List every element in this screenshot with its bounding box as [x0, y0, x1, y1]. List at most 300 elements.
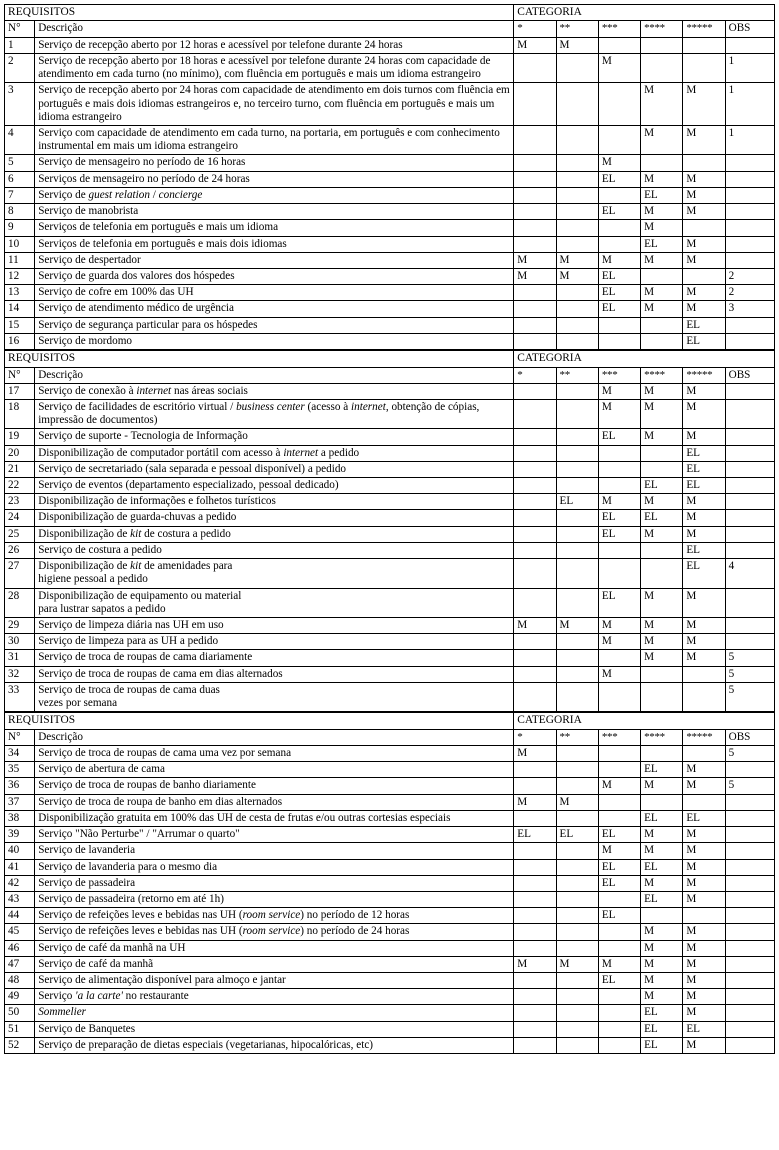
- row-obs: [725, 827, 774, 843]
- row-category-5-mark: EL: [683, 542, 725, 558]
- row-number: 4: [5, 125, 35, 154]
- row-description: Serviço 'a la carte' no restaurante: [35, 989, 514, 1005]
- row-number: 31: [5, 650, 35, 666]
- row-category-1-mark: [514, 445, 556, 461]
- row-category-3-mark: [598, 762, 640, 778]
- row-description: Serviço de suporte - Tecnologia de Informação: [35, 429, 514, 445]
- row-category-1-mark: [514, 155, 556, 171]
- row-obs: 2: [725, 268, 774, 284]
- row-number: 43: [5, 891, 35, 907]
- row-obs: 5: [725, 666, 774, 682]
- header-requisitos: REQUISITOS: [5, 351, 514, 367]
- row-category-5-mark: [683, 268, 725, 284]
- row-category-2-mark: [556, 155, 598, 171]
- row-description: Disponibilização gratuita em 100% das UH de cesta de frutas e/ou outras cortesias especiais: [35, 810, 514, 826]
- row-description: Serviço de limpeza diária nas UH em uso: [35, 618, 514, 634]
- header-categoria: CATEGORIA: [514, 351, 775, 367]
- row-category-5-mark: M: [683, 956, 725, 972]
- row-category-4-mark: M: [641, 924, 683, 940]
- row-category-1-mark: [514, 478, 556, 494]
- row-description: Serviço de refeições leves e bebidas nas UH (room service) no período de 12 horas: [35, 908, 514, 924]
- row-category-2-mark: [556, 650, 598, 666]
- row-description: Serviço de secretariado (sala separada e pessoal disponível) a pedido: [35, 461, 514, 477]
- row-obs: [725, 908, 774, 924]
- row-obs: 1: [725, 53, 774, 82]
- table-row: [5, 333, 775, 349]
- row-category-2-mark: [556, 859, 598, 875]
- row-category-2-mark: [556, 973, 598, 989]
- row-description: Serviço de atendimento médico de urgência: [35, 301, 514, 317]
- table-row: [5, 268, 775, 284]
- row-category-5-mark: M: [683, 171, 725, 187]
- row-obs: [725, 220, 774, 236]
- row-category-2-mark: M: [556, 37, 598, 53]
- row-number: 6: [5, 171, 35, 187]
- row-category-5-mark: EL: [683, 461, 725, 477]
- row-number: 17: [5, 383, 35, 399]
- row-category-1-mark: [514, 859, 556, 875]
- row-category-5-mark: EL: [683, 317, 725, 333]
- row-category-2-mark: M: [556, 794, 598, 810]
- table-row: [5, 155, 775, 171]
- row-category-5-mark: M: [683, 1005, 725, 1021]
- row-obs: [725, 510, 774, 526]
- row-category-2-mark: [556, 526, 598, 542]
- header-category-stars-4: ****: [641, 21, 683, 37]
- row-category-4-mark: M: [641, 778, 683, 794]
- row-obs: [725, 333, 774, 349]
- row-category-1-mark: M: [514, 268, 556, 284]
- row-obs: [725, 187, 774, 203]
- row-number: 23: [5, 494, 35, 510]
- row-description: Sommelier: [35, 1005, 514, 1021]
- row-category-5-mark: EL: [683, 1021, 725, 1037]
- row-description: Serviço de segurança particular para os hóspedes: [35, 317, 514, 333]
- table-row: [5, 236, 775, 252]
- row-category-5-mark: [683, 155, 725, 171]
- row-category-4-mark: EL: [641, 478, 683, 494]
- row-category-4-mark: [641, 53, 683, 82]
- row-category-1-mark: M: [514, 37, 556, 53]
- row-category-1-mark: [514, 83, 556, 126]
- row-category-2-mark: [556, 461, 598, 477]
- row-category-5-mark: EL: [683, 478, 725, 494]
- row-category-2-mark: [556, 1037, 598, 1053]
- row-category-5-mark: M: [683, 989, 725, 1005]
- row-category-4-mark: [641, 333, 683, 349]
- table-row: [5, 666, 775, 682]
- header-category-stars-5: *****: [683, 729, 725, 745]
- row-number: 32: [5, 666, 35, 682]
- header-numero: N°: [5, 729, 35, 745]
- row-category-1-mark: [514, 383, 556, 399]
- table-row: [5, 317, 775, 333]
- table-row: [5, 445, 775, 461]
- row-category-1-mark: [514, 1021, 556, 1037]
- row-category-5-mark: M: [683, 1037, 725, 1053]
- row-category-4-mark: EL: [641, 891, 683, 907]
- row-description: Serviço de troca de roupa de banho em dias alternados: [35, 794, 514, 810]
- row-category-2-mark: [556, 53, 598, 82]
- table-row: [5, 682, 775, 711]
- row-number: 51: [5, 1021, 35, 1037]
- row-category-4-mark: M: [641, 399, 683, 428]
- row-obs: [725, 383, 774, 399]
- row-obs: [725, 461, 774, 477]
- row-number: 2: [5, 53, 35, 82]
- table-row: [5, 843, 775, 859]
- table-row: [5, 588, 775, 617]
- row-description: Serviço de recepção aberto por 18 horas e acessível por telefone durante 24 horas com capacidade de atendimento em cada turno (no mínimo), com fluência em português e mais um idioma estrangeiro: [35, 53, 514, 82]
- row-category-4-mark: M: [641, 843, 683, 859]
- row-category-1-mark: [514, 762, 556, 778]
- row-category-3-mark: M: [598, 383, 640, 399]
- header-category-stars-1: *: [514, 729, 556, 745]
- row-category-2-mark: [556, 171, 598, 187]
- header-category-stars-3: ***: [598, 367, 640, 383]
- row-category-2-mark: [556, 778, 598, 794]
- row-category-1-mark: [514, 908, 556, 924]
- row-category-4-mark: M: [641, 285, 683, 301]
- row-obs: [725, 634, 774, 650]
- row-description: Serviço de troca de roupas de cama uma vez por semana: [35, 745, 514, 761]
- row-category-4-mark: M: [641, 494, 683, 510]
- row-category-2-mark: [556, 478, 598, 494]
- row-category-4-mark: M: [641, 940, 683, 956]
- row-category-2-mark: [556, 634, 598, 650]
- row-category-5-mark: M: [683, 125, 725, 154]
- row-category-5-mark: [683, 682, 725, 711]
- table-row: [5, 171, 775, 187]
- row-category-1-mark: [514, 891, 556, 907]
- row-category-1-mark: [514, 843, 556, 859]
- row-category-2-mark: [556, 810, 598, 826]
- row-obs: [725, 762, 774, 778]
- row-category-1-mark: [514, 510, 556, 526]
- row-category-5-mark: M: [683, 252, 725, 268]
- row-number: 12: [5, 268, 35, 284]
- row-category-3-mark: M: [598, 252, 640, 268]
- row-category-3-mark: [598, 220, 640, 236]
- header-requisitos: REQUISITOS: [5, 5, 514, 21]
- row-category-2-mark: [556, 843, 598, 859]
- row-category-1-mark: M: [514, 745, 556, 761]
- row-category-3-mark: EL: [598, 429, 640, 445]
- row-obs: [725, 171, 774, 187]
- row-category-5-mark: [683, 220, 725, 236]
- row-category-3-mark: [598, 1037, 640, 1053]
- row-category-1-mark: [514, 1005, 556, 1021]
- row-obs: [725, 810, 774, 826]
- row-description: Serviços de telefonia em português e mais dois idiomas: [35, 236, 514, 252]
- row-category-2-mark: EL: [556, 827, 598, 843]
- row-category-1-mark: [514, 125, 556, 154]
- row-category-4-mark: [641, 461, 683, 477]
- row-number: 46: [5, 940, 35, 956]
- row-category-1-mark: M: [514, 956, 556, 972]
- table-row: [5, 794, 775, 810]
- row-description: Serviço de limpeza para as UH a pedido: [35, 634, 514, 650]
- row-obs: [725, 989, 774, 1005]
- row-category-5-mark: M: [683, 924, 725, 940]
- row-category-2-mark: [556, 989, 598, 1005]
- row-number: 44: [5, 908, 35, 924]
- row-category-3-mark: EL: [598, 875, 640, 891]
- row-number: 1: [5, 37, 35, 53]
- row-obs: [725, 542, 774, 558]
- row-category-4-mark: M: [641, 989, 683, 1005]
- row-description: Serviço de troca de roupas de banho diariamente: [35, 778, 514, 794]
- row-category-1-mark: [514, 429, 556, 445]
- row-category-1-mark: [514, 559, 556, 588]
- row-category-3-mark: M: [598, 634, 640, 650]
- row-category-5-mark: M: [683, 827, 725, 843]
- table-row: [5, 399, 775, 428]
- row-category-3-mark: EL: [598, 859, 640, 875]
- row-number: 35: [5, 762, 35, 778]
- row-category-4-mark: [641, 745, 683, 761]
- header-category-stars-1: *: [514, 367, 556, 383]
- table-row: [5, 494, 775, 510]
- row-description: Serviço de alimentação disponível para almoço e jantar: [35, 973, 514, 989]
- row-category-5-mark: M: [683, 83, 725, 126]
- row-category-4-mark: M: [641, 301, 683, 317]
- row-category-3-mark: [598, 83, 640, 126]
- row-category-1-mark: [514, 1037, 556, 1053]
- row-category-5-mark: [683, 745, 725, 761]
- table-row: [5, 810, 775, 826]
- row-obs: [725, 445, 774, 461]
- header-numero: N°: [5, 21, 35, 37]
- row-category-5-mark: M: [683, 891, 725, 907]
- row-category-1-mark: [514, 778, 556, 794]
- row-category-1-mark: [514, 461, 556, 477]
- row-category-4-mark: M: [641, 618, 683, 634]
- row-category-4-mark: EL: [641, 1021, 683, 1037]
- row-category-3-mark: [598, 682, 640, 711]
- row-number: 26: [5, 542, 35, 558]
- row-number: 29: [5, 618, 35, 634]
- row-category-4-mark: M: [641, 204, 683, 220]
- row-category-2-mark: [556, 908, 598, 924]
- table-row: [5, 220, 775, 236]
- row-obs: [725, 973, 774, 989]
- row-category-5-mark: EL: [683, 333, 725, 349]
- row-category-2-mark: [556, 83, 598, 126]
- row-description: Serviço de guest relation / concierge: [35, 187, 514, 203]
- table-header-row: [5, 21, 775, 37]
- row-category-2-mark: [556, 745, 598, 761]
- table-row: [5, 875, 775, 891]
- row-obs: [725, 794, 774, 810]
- row-number: 10: [5, 236, 35, 252]
- table-header-group-row: [5, 351, 775, 367]
- row-category-1-mark: [514, 171, 556, 187]
- row-category-1-mark: [514, 494, 556, 510]
- row-description: Serviço de recepção aberto por 24 horas com capacidade de atendimento em dois turnos com fluência em português e mais dois idiomas estrangeiros e, no terceiro turno, com fluência em português e mais um idioma estrangeiro: [35, 83, 514, 126]
- row-category-1-mark: [514, 940, 556, 956]
- row-category-3-mark: [598, 559, 640, 588]
- row-description: Disponibilização de guarda-chuvas a pedido: [35, 510, 514, 526]
- row-description: Serviço de cofre em 100% das UH: [35, 285, 514, 301]
- row-category-3-mark: [598, 542, 640, 558]
- row-category-2-mark: [556, 588, 598, 617]
- row-obs: 5: [725, 650, 774, 666]
- row-category-4-mark: EL: [641, 859, 683, 875]
- table-header-row: [5, 367, 775, 383]
- row-category-2-mark: [556, 542, 598, 558]
- row-category-4-mark: M: [641, 973, 683, 989]
- row-obs: [725, 236, 774, 252]
- row-number: 8: [5, 204, 35, 220]
- table-row: [5, 285, 775, 301]
- row-category-2-mark: M: [556, 618, 598, 634]
- table-row: [5, 526, 775, 542]
- header-requisitos: REQUISITOS: [5, 713, 514, 729]
- row-obs: 2: [725, 285, 774, 301]
- row-category-3-mark: [598, 461, 640, 477]
- table-row: [5, 542, 775, 558]
- row-obs: [725, 956, 774, 972]
- table-row: [5, 1037, 775, 1053]
- row-category-3-mark: [598, 794, 640, 810]
- row-number: 20: [5, 445, 35, 461]
- row-description: Serviço "Não Perturbe" / "Arrumar o quarto": [35, 827, 514, 843]
- table-row: [5, 83, 775, 126]
- row-obs: [725, 429, 774, 445]
- table-row: [5, 859, 775, 875]
- row-category-3-mark: M: [598, 494, 640, 510]
- table-row: [5, 37, 775, 53]
- row-category-5-mark: [683, 37, 725, 53]
- row-category-4-mark: EL: [641, 187, 683, 203]
- row-description: Serviço de manobrista: [35, 204, 514, 220]
- row-description: Serviço de refeições leves e bebidas nas UH (room service) no período de 24 horas: [35, 924, 514, 940]
- row-category-2-mark: [556, 891, 598, 907]
- row-category-1-mark: [514, 542, 556, 558]
- table-row: [5, 762, 775, 778]
- row-category-1-mark: M: [514, 618, 556, 634]
- row-category-5-mark: M: [683, 973, 725, 989]
- row-number: 21: [5, 461, 35, 477]
- row-category-3-mark: M: [598, 53, 640, 82]
- row-category-2-mark: [556, 559, 598, 588]
- header-category-stars-4: ****: [641, 367, 683, 383]
- row-category-2-mark: [556, 924, 598, 940]
- row-category-3-mark: [598, 1005, 640, 1021]
- table-row: [5, 650, 775, 666]
- row-category-4-mark: M: [641, 827, 683, 843]
- row-number: 39: [5, 827, 35, 843]
- row-category-3-mark: M: [598, 666, 640, 682]
- row-category-4-mark: [641, 317, 683, 333]
- row-category-4-mark: [641, 37, 683, 53]
- row-obs: [725, 940, 774, 956]
- row-obs: [725, 494, 774, 510]
- row-number: 5: [5, 155, 35, 171]
- row-description: Serviço de mensageiro no período de 16 horas: [35, 155, 514, 171]
- row-category-4-mark: [641, 559, 683, 588]
- row-category-2-mark: [556, 1005, 598, 1021]
- header-categoria: CATEGORIA: [514, 5, 775, 21]
- row-category-2-mark: [556, 125, 598, 154]
- row-category-4-mark: M: [641, 220, 683, 236]
- requirements-table: [4, 4, 775, 350]
- row-category-2-mark: [556, 220, 598, 236]
- row-description: Disponibilização de computador portátil com acesso à internet a pedido: [35, 445, 514, 461]
- row-description: Disponibilização de kit de costura a pedido: [35, 526, 514, 542]
- row-obs: [725, 1037, 774, 1053]
- row-category-4-mark: M: [641, 125, 683, 154]
- table-row: [5, 827, 775, 843]
- row-category-2-mark: [556, 204, 598, 220]
- table-row: [5, 461, 775, 477]
- header-category-stars-5: *****: [683, 367, 725, 383]
- row-category-4-mark: [641, 682, 683, 711]
- row-category-3-mark: M: [598, 399, 640, 428]
- row-category-5-mark: M: [683, 588, 725, 617]
- row-category-3-mark: [598, 650, 640, 666]
- row-category-3-mark: M: [598, 956, 640, 972]
- row-obs: 4: [725, 559, 774, 588]
- row-number: 22: [5, 478, 35, 494]
- row-category-5-mark: M: [683, 526, 725, 542]
- row-category-2-mark: [556, 285, 598, 301]
- row-description: Serviço de troca de roupas de cama diariamente: [35, 650, 514, 666]
- row-category-4-mark: [641, 155, 683, 171]
- row-category-1-mark: [514, 875, 556, 891]
- row-category-5-mark: M: [683, 940, 725, 956]
- row-obs: 1: [725, 83, 774, 126]
- header-category-stars-2: **: [556, 21, 598, 37]
- requirements-tables: [4, 4, 775, 1054]
- row-category-2-mark: [556, 445, 598, 461]
- row-category-1-mark: [514, 53, 556, 82]
- row-obs: [725, 843, 774, 859]
- row-number: 27: [5, 559, 35, 588]
- row-category-3-mark: [598, 924, 640, 940]
- row-number: 52: [5, 1037, 35, 1053]
- row-number: 33: [5, 682, 35, 711]
- row-category-5-mark: M: [683, 762, 725, 778]
- row-category-4-mark: M: [641, 429, 683, 445]
- row-obs: [725, 252, 774, 268]
- row-category-5-mark: M: [683, 634, 725, 650]
- row-description: Serviço de conexão à internet nas áreas sociais: [35, 383, 514, 399]
- row-category-3-mark: [598, 317, 640, 333]
- header-obs: OBS: [725, 367, 774, 383]
- row-number: 38: [5, 810, 35, 826]
- row-category-2-mark: M: [556, 252, 598, 268]
- row-category-5-mark: M: [683, 399, 725, 428]
- row-category-2-mark: M: [556, 268, 598, 284]
- table-row: [5, 924, 775, 940]
- row-description: Disponibilização de equipamento ou material para lustrar sapatos a pedido: [35, 588, 514, 617]
- row-number: 18: [5, 399, 35, 428]
- row-description: Serviço de eventos (departamento especializado, pessoal dedicado): [35, 478, 514, 494]
- row-category-5-mark: M: [683, 875, 725, 891]
- row-number: 13: [5, 285, 35, 301]
- row-category-4-mark: [641, 542, 683, 558]
- row-category-3-mark: [598, 810, 640, 826]
- row-category-1-mark: [514, 526, 556, 542]
- row-number: 50: [5, 1005, 35, 1021]
- requirements-table: [4, 712, 775, 1054]
- row-description: Disponibilização de kit de amenidades para higiene pessoal a pedido: [35, 559, 514, 588]
- row-category-3-mark: [598, 125, 640, 154]
- table-row: [5, 634, 775, 650]
- row-category-3-mark: M: [598, 155, 640, 171]
